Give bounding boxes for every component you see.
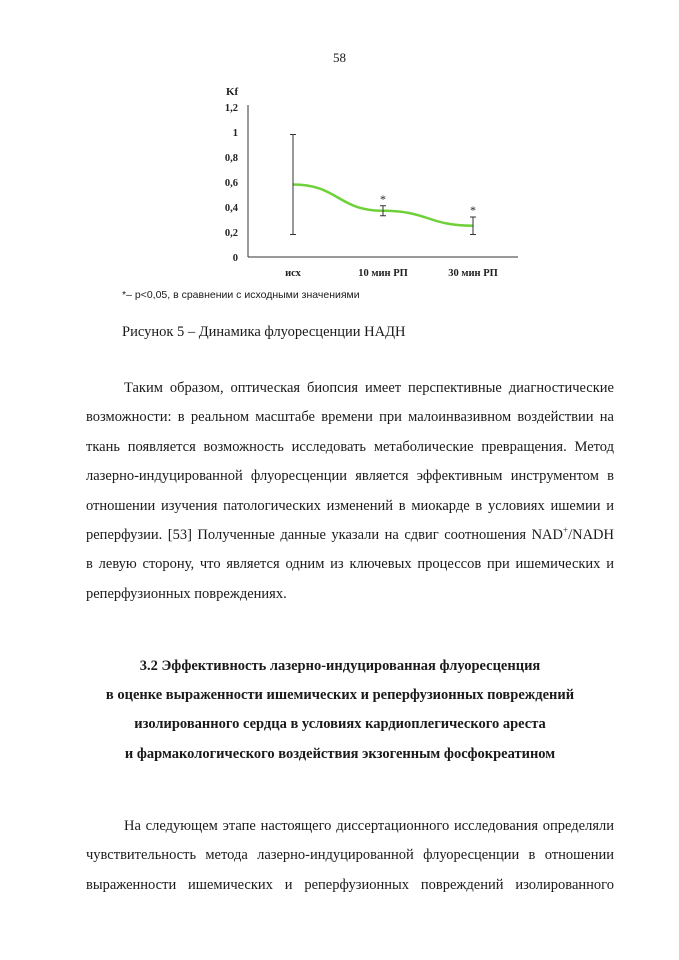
heading-line: изолированного сердца в условиях кардиоплегического ареста [134,716,546,733]
text-line: чувствительность метода лазерно-индуцированной флуоресценции в отношении [86,847,614,864]
text-line: Таким образом, оптическая биопсия имеет перспективные диагностические [124,380,614,396]
text-line: ткань появляется возможность исследовать метаболические превращения. Метод [86,438,614,455]
y-tick-label: 0 [232,253,238,264]
figure-caption: Рисунок 5 – Динамика флуоресценции НАДН [122,324,406,340]
x-tick-label: 10 мин РП [358,268,408,279]
significance-marker: * [380,191,386,206]
text-line: реперфузионных повреждениях. [86,585,287,602]
text-line: выраженности ишемических и реперфузионных повреждений изолированного [86,876,614,893]
text-line: возможности: в реальном масштабе времени при малоинвазивном воздействии на [86,409,614,426]
superscript: + [563,525,569,536]
text-line: отношении изучения патологических изменений в миокарде в условиях ишемии и [86,497,614,514]
heading-line: в оценке выраженности ишемических и реперфузионных повреждений [105,687,575,704]
section-heading [60,652,620,769]
text-line: в левую сторону, что является одним из ключевых процессов при ишемических и [86,556,614,573]
text-line: На следующем этапе настоящего диссертационного исследования определяли [124,818,614,834]
text-line-with-formula [86,521,614,550]
y-tick-label: 1 [232,128,238,139]
y-tick-label: 1,2 [224,103,238,114]
paragraph-conclusion [86,374,614,609]
y-tick-label: 0,6 [224,178,238,189]
y-tick-label: 0,4 [224,203,238,214]
text-fragment: /NADH [568,527,614,544]
text-fragment: реперфузии. [53] Полученные данные указали на сдвиг соотношения NAD [86,527,563,544]
heading-line: и фармакологического воздействия экзогенным фосфокреатином [124,745,556,762]
significance-marker: * [470,203,476,217]
heading-line: 3.2 Эффективность лазерно-индуцированная флуоресценция [139,658,541,674]
x-tick-label: исх [285,268,301,279]
y-axis-label: Kf [226,86,239,98]
text-line: лазерно-индуцированной флуоресценции является эффективным инструментом в [86,468,614,485]
y-tick-label: 0,2 [224,228,238,239]
chart-footnote: *– p<0,05, в сравнении с исходными значениями [122,289,360,301]
paragraph-next-stage [86,812,614,900]
x-tick-label: 30 мин РП [448,268,498,279]
ndh-fluorescence-chart [200,80,540,285]
page-number: 58 [333,50,346,65]
y-tick-label: 0,8 [224,153,238,164]
